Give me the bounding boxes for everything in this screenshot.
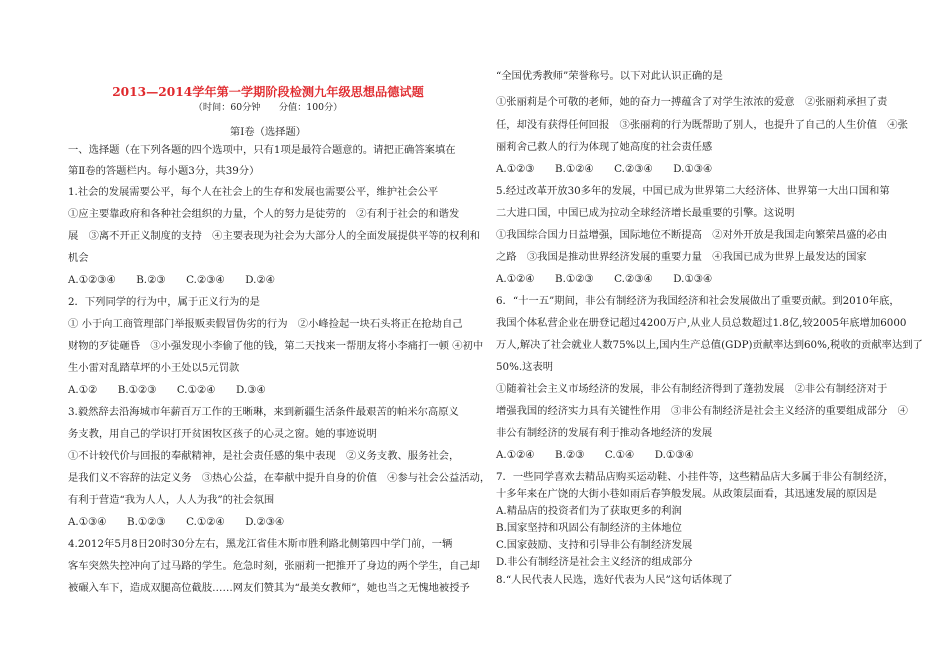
text-line: 有利于营造“我为人人，人人为我”的社会氛围: [68, 494, 275, 506]
text-line: 非公有制经济的发展有利于推动各地经济的发展: [496, 427, 713, 439]
answer-option-d: D.非公有制经济是社会主义经济的组成部分: [496, 556, 693, 568]
answer-options: A.①③④ B.①②③ C.①②④ D.②③④: [68, 516, 285, 528]
text-line: 丽莉舍己救人的行为体现了她高度的社会责任感: [496, 141, 713, 153]
text-line: 增强我国的经济实力具有关键性作用 ③非公有制经济是社会主义经济的重要组成部分 ④: [496, 405, 908, 417]
text-line: ①张丽莉是个可敬的老师，她的奋力一搏蕴含了对学生浓浓的爱意 ②张丽莉承担了责: [496, 96, 888, 108]
text-line: 1.社会的发展需要公平，每个人在社会上的生存和发展也需要公平，维护社会公平: [68, 186, 439, 198]
text-line: 任，却没有获得任何回报 ③张丽莉的行为既帮助了别人，也提升了自己的人生价值 ④张: [496, 119, 908, 131]
answer-option-c: C.国家鼓励、支持和引导非公有制经济发展: [496, 539, 693, 551]
text-line: 50%.这表明: [496, 361, 554, 373]
text-line: ①随着社会主义市场经济的发展，非公有制经济得到了蓬勃发展 ②非公有制经济对于: [496, 383, 888, 395]
text-line: 生小雷对乱踏草坪的小王处以5元罚款: [68, 362, 240, 374]
text-line: 7．一些同学喜欢去精品店购买运动鞋、小挂件等，这些精品店大多属于非公有制经济，: [496, 471, 894, 483]
text-line: “全国优秀教师”荣誉称号。以下对此认识正确的是: [496, 70, 723, 82]
answer-options: A.①② B.①②③ C.①②④ D.③④: [68, 384, 266, 396]
text-line: 十多年来在广饶的大街小巷如雨后春笋般发展。从政策层面看，其迅速发展的原因是: [496, 488, 877, 500]
text-line: 展 ③离不开正义制度的支持 ④主要表现为社会为大部分人的全面发展提供平等的权利和: [68, 230, 480, 242]
text-line: ① 小于向工商管理部门举报贩卖假冒伪劣的行为 ②小峰捡起一块石头将正在抢劫自己: [68, 318, 463, 330]
text-line: 万人,解决了社会就业人数75%以上,国内生产总值(GDP)贡献率达到60%,税收的贡献率达到了: [496, 339, 923, 351]
answer-options: A.①②③ B.①②④ C.②③④ D.①③④: [496, 163, 713, 175]
text-line: 务支教，用自己的学识打开贫困牧区孩子的心灵之窗。她的事迹说明: [68, 428, 377, 440]
text-line: ①不计较代价与回报的奉献精神，是社会责任感的集中表现 ②义务支教、服务社会，: [68, 450, 460, 462]
text-line: 我国个体私营企业在册登记超过4200万户,从业人员总数超过1.8亿,较2005年底增加6000: [496, 317, 907, 329]
text-line: 客车突然失控冲向了过马路的学生。危急时刻，张丽莉一把推开了身边的两个学生，自己却: [68, 560, 480, 572]
text-line: 财物的歹徒砸昏 ③小强发现小李偷了他的钱，第二天找来一帮朋友将小李痛打一顿 ④初中: [68, 340, 484, 352]
text-line: 一、选择题（在下列各题的四个选项中，只有1项是最符合题意的。请把正确答案填在: [68, 144, 456, 156]
answer-options: A.①②④ B.①②③ C.②③④ D.①③④: [496, 273, 713, 285]
exam-subtitle: （时间：60分钟 分值：100分）: [193, 102, 343, 113]
text-line: ①我国综合国力日益增强，国际地位不断提高 ②对外开放是我国走向繁荣昌盛的必由: [496, 229, 888, 241]
text-line: 是我们义不容辞的法定义务 ③热心公益，在奉献中提升自身的价值 ④参与社会公益活动，: [68, 472, 491, 484]
text-line: 第Ⅱ卷的答题栏内。每小题3分，共39分）: [68, 165, 260, 177]
answer-option-b: B.国家坚持和巩固公有制经济的主体地位: [496, 522, 682, 534]
answer-options: A.①②③④ B.②③ C.②③④ D.②④: [68, 274, 275, 286]
exam-title: 2013—2014学年第一学期阶段检测九年级思想品德试题: [112, 85, 424, 99]
text-line: 3.毅然辞去沿海城市年薪百万工作的王晰琳，来到新疆生活条件最艰苦的帕米尔高原义: [68, 406, 459, 418]
text-line: 8.“人民代表人民选，选好代表为人民”这句话体现了: [496, 574, 733, 586]
text-line: 5.经过改革开放30多年的发展，中国已成为世界第二大经济体、世界第一大出口国和第: [496, 185, 890, 197]
text-line: 二大进口国，中国已成为拉动全球经济增长最重要的引擎。这说明: [496, 207, 795, 219]
text-line: 4.2012年5月8日20时30分左右，黑龙江省佳木斯市胜利路北侧第四中学门前，一辆: [68, 538, 453, 550]
section-heading: 第Ⅰ卷（选择题）: [229, 126, 307, 138]
text-line: ①应主要靠政府和各种社会组织的力量，个人的努力是徒劳的 ②有利于社会的和谐发: [68, 208, 460, 220]
answer-options: A.①②④ B.②③ C.①④ D.①③④: [496, 449, 694, 461]
text-line: 机会: [68, 252, 89, 264]
answer-option-a: A.精品店的投资者们为了获取更多的利润: [496, 505, 682, 517]
text-line: 6．“十一五”期间，非公有制经济为我国经济和社会发展做出了重要贡献。到2010年底，: [496, 295, 900, 307]
text-line: 2．下列同学的行为中，属于正义行为的是: [68, 296, 260, 308]
text-line: 被碾入车下，造成双腿高位截肢……网友们赞其为“最美女教师”，她也当之无愧地被授予: [68, 582, 470, 594]
text-line: 之路 ③我国是推动世界经济发展的重要力量 ④我国已成为世界上最发达的国家: [496, 251, 867, 263]
